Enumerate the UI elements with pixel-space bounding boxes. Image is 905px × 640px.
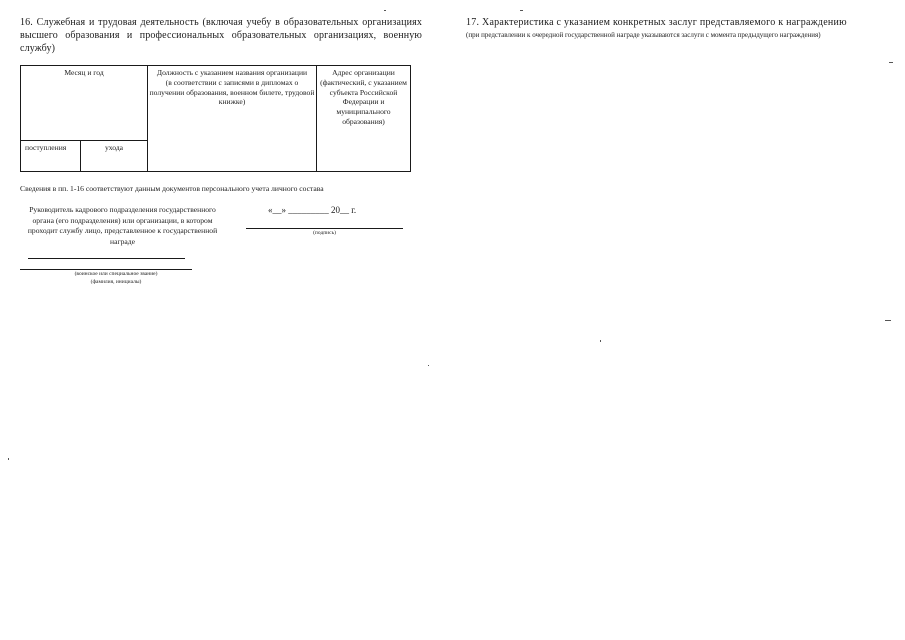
name-caption: (фамилия, инициалы) [90,279,142,285]
hr-head-label: Руководитель кадрового подразделения государственного органа (его подразделения) или организации, в котором проходит службу лицо, представленное к государственной награде [27,205,218,246]
work-history-table [20,65,411,172]
section-16-heading: 16. Служебная и трудовая деятельность (включая учебу в образовательных организациях высшего образования и профессиональных образовательных организациях, военную службу) [20,17,422,54]
column-header-month-year: Месяц и год [21,66,148,141]
scan-speck [600,340,601,342]
column-header-position: Должность с указанием названия организации (в соответствии с записями в дипломах о получении образования, военном билете, трудовой книжке) [148,66,317,172]
rank-line [28,258,185,259]
scan-speck [384,10,386,11]
scan-speck [428,365,429,366]
column-header-start: поступления [21,141,81,172]
section-17-heading: 17. Характеристика с указанием конкретных заслуг представляемого к награждению [466,17,847,28]
confirmation-statement: Сведения в пп. 1-16 соответствуют данным документов персонального учета личного состава [20,184,324,193]
signature-caption: (подпись) [313,230,336,236]
section-17-note: (при представлении к очередной государственной награде указываются заслуги с момента предыдущего награждения) [466,31,821,39]
signature-line [246,228,403,229]
name-line [20,269,192,270]
date-field: «__» _________ 20__ г. [268,205,357,215]
column-header-leave: ухода [81,141,148,172]
scan-speck [885,320,891,321]
rank-caption: (воинское или специальное звание) [74,271,158,277]
column-header-address: Адрес организации (фактический, с указанием субъекта Российской Федерации и муниципального образования) [317,66,411,172]
scan-speck [520,10,523,11]
table-header-row [21,66,411,141]
scan-speck [8,458,9,460]
scan-speck [889,62,893,63]
